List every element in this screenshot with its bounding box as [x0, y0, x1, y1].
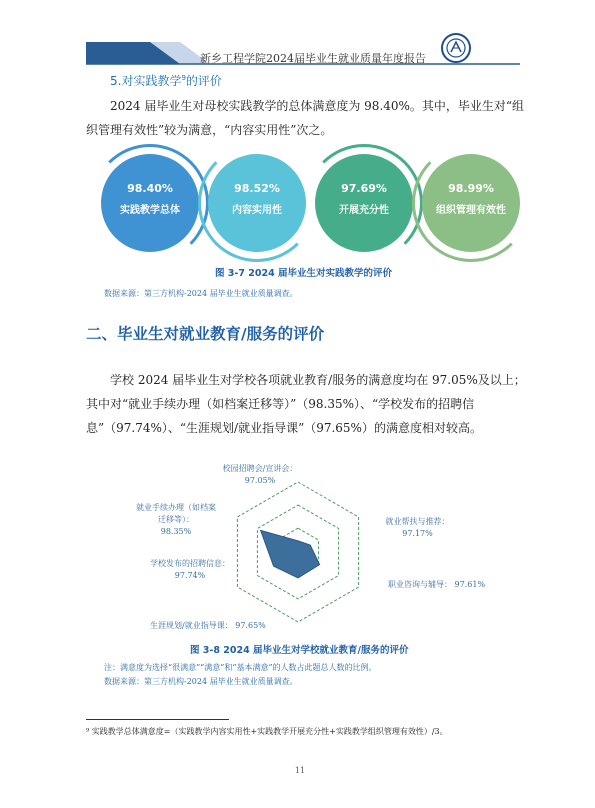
- radar-label: 职业咨询与辅导： 97.61%: [388, 580, 486, 589]
- radar-label: 校园招聘会/宣讲会： 97.05%: [222, 464, 298, 485]
- circle-percent: 98.40%: [127, 182, 173, 195]
- circle-label: 组织管理有效性: [436, 205, 506, 216]
- page-number: 11: [294, 766, 306, 775]
- figure-source: 数据来源：第三方机构-2024 届毕业生就业质量调查。: [104, 289, 298, 298]
- satisfaction-circle: [422, 154, 520, 252]
- satisfaction-circle: [101, 154, 199, 252]
- circle-label: 实践教学总体: [120, 205, 180, 216]
- circle-percent: 97.69%: [341, 182, 387, 195]
- satisfaction-circle: [315, 154, 413, 252]
- section-heading: 二、毕业生对就业教育/服务的评价: [86, 325, 325, 343]
- school-seal-logo: [441, 33, 471, 63]
- satisfaction-circle: [208, 154, 306, 252]
- figure-note: 注：满意度为选择“很满意”“满意”和“基本满意”的人数占此题总人数的比例。: [104, 663, 377, 672]
- radar-label: 就业手续办理（如档案迁移等）： 98.35%: [136, 503, 216, 536]
- section-paragraph: 学校 2024 届毕业生对学校各项就业教育/服务的满意度均在 97.05%及以上；其中对“就业手续办理（如档案迁移等）”（98.35%）、“学校发布的招聘信息”（97.74%）、“生涯规划/就业指导课”（97.65%）的满意度相对较高。: [86, 373, 526, 435]
- header-title: 新乡工程学院2024届毕业生就业质量年度报告: [200, 52, 426, 65]
- radar-label: 学校发布的招聘信息： 97.74%: [150, 559, 230, 580]
- radar-series-area: [261, 530, 320, 578]
- radar-label: 生涯规划/就业指导课： 97.65%: [150, 621, 266, 630]
- footnote: ⁹ 实践教学总体满意度=（实践教学内容实用性+实践教学开展充分性+实践教学组织管理有效性）/3。: [86, 727, 448, 736]
- figure-caption: 图 3-8 2024 届毕业生对学校就业教育/服务的评价: [190, 645, 409, 656]
- section-title: 5.对实践教学$^9$的评价: [110, 74, 222, 88]
- figure-source: 数据来源：第三方机构-2024 届毕业生就业质量调查。: [104, 677, 298, 686]
- figure-caption: 图 3-7 2024 届毕业生对实践教学的评价: [215, 268, 393, 279]
- circle-label: 内容实用性: [232, 205, 282, 216]
- circle-percent: 98.99%: [448, 182, 494, 195]
- radar-label: 就业帮扶与推荐： 97.17%: [385, 517, 450, 538]
- section-paragraph: 2024 届毕业生对母校实践教学的总体满意度为 98.40%。其中，毕业生对“组织管理有效性”较为满意，“内容实用性”次之。: [86, 99, 525, 137]
- circle-label: 开展充分性: [339, 205, 389, 216]
- footnote-divider: [86, 719, 229, 720]
- circle-percent: 98.52%: [234, 182, 280, 195]
